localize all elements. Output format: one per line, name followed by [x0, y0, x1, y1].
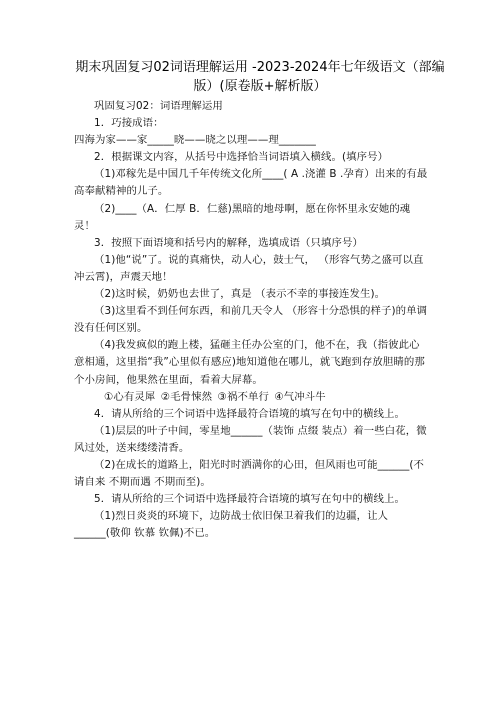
- question-5-item-1: （1)烈日炎炎的环境下，边防战士依旧保卫着我们的边疆，让人______(敬仰 钦慕 钦佩)不已。: [74, 510, 389, 540]
- question-3-options: ①心有灵犀 ②毛骨悚然 ③祸不单行 ④气冲斗牛: [104, 390, 326, 403]
- question-3-item-3: （3)这里看不到任何东西，和前几天令人 （形容十分恐惧的样子)的单调没有任何区别。: [74, 305, 428, 335]
- document-title: 期末巩固复习02词语理解运用 -2023-2024年七年级语文（部编版）(原卷版+解析版）: [75, 60, 445, 94]
- question-2-item-2: （2)____（A．仁厚 B．仁慈)黑暗的地母啊，愿在你怀里永安她的魂灵！: [74, 202, 411, 232]
- question-1-chain: 四海为家——家_____晓——晓之以理——理_______: [74, 134, 316, 147]
- question-1-prompt: 1．巧接成语：: [94, 117, 164, 130]
- question-3-item-4: （4)我发疯似的跑上楼，猛砸主任办公室的门，他不在，我（指彼此心意相通，这里指“我”心里似有感应)地知道他在哪儿，就飞跑到存放胆睛的那个小房间，他果然在里面，看着大屏幕。: [74, 339, 425, 386]
- question-4-item-1: （1)层层的叶子中间，零星地______（装饰 点缀 装点）着一些白花，微风过处，送来缕缕清香。: [74, 424, 427, 454]
- question-2-prompt: 2．根据课文内容，从括号中选择恰当词语填入横线。(填序号）: [94, 151, 389, 164]
- question-3-item-2: （2)这时候，奶奶也去世了，真是 （表示不幸的事接连发生)。: [94, 288, 386, 301]
- document-body: [74, 98, 430, 542]
- section-heading: 巩固复习02：词语理解运用: [94, 100, 223, 112]
- question-5-prompt: 5．请从所给的三个词语中选择最符合语境的填写在句中的横线上。: [94, 493, 405, 506]
- question-3-item-1: （1)他“说”了。说的真痛快，动人心，鼓士气， （形容气势之盛可以直冲云霄)，声震天地！: [74, 253, 424, 283]
- question-4-prompt: 4．请从所给的三个词语中选择最符合语境的填写在句中的横线上。: [94, 407, 405, 420]
- question-2-item-1: （1)邓稼先是中国几千年传统文化所____( A .浇灌 B .孕育）出来的有最高奉献精神的儿子。: [74, 168, 428, 198]
- question-3-prompt: 3．按照下面语境和括号内的解释，选填成语（只填序号）: [94, 236, 363, 249]
- question-4-item-2: （2)在成长的道路上，阳光时时洒满你的心田，但风雨也可能______(不请自来 不期而遇 不期而至)。: [74, 458, 425, 489]
